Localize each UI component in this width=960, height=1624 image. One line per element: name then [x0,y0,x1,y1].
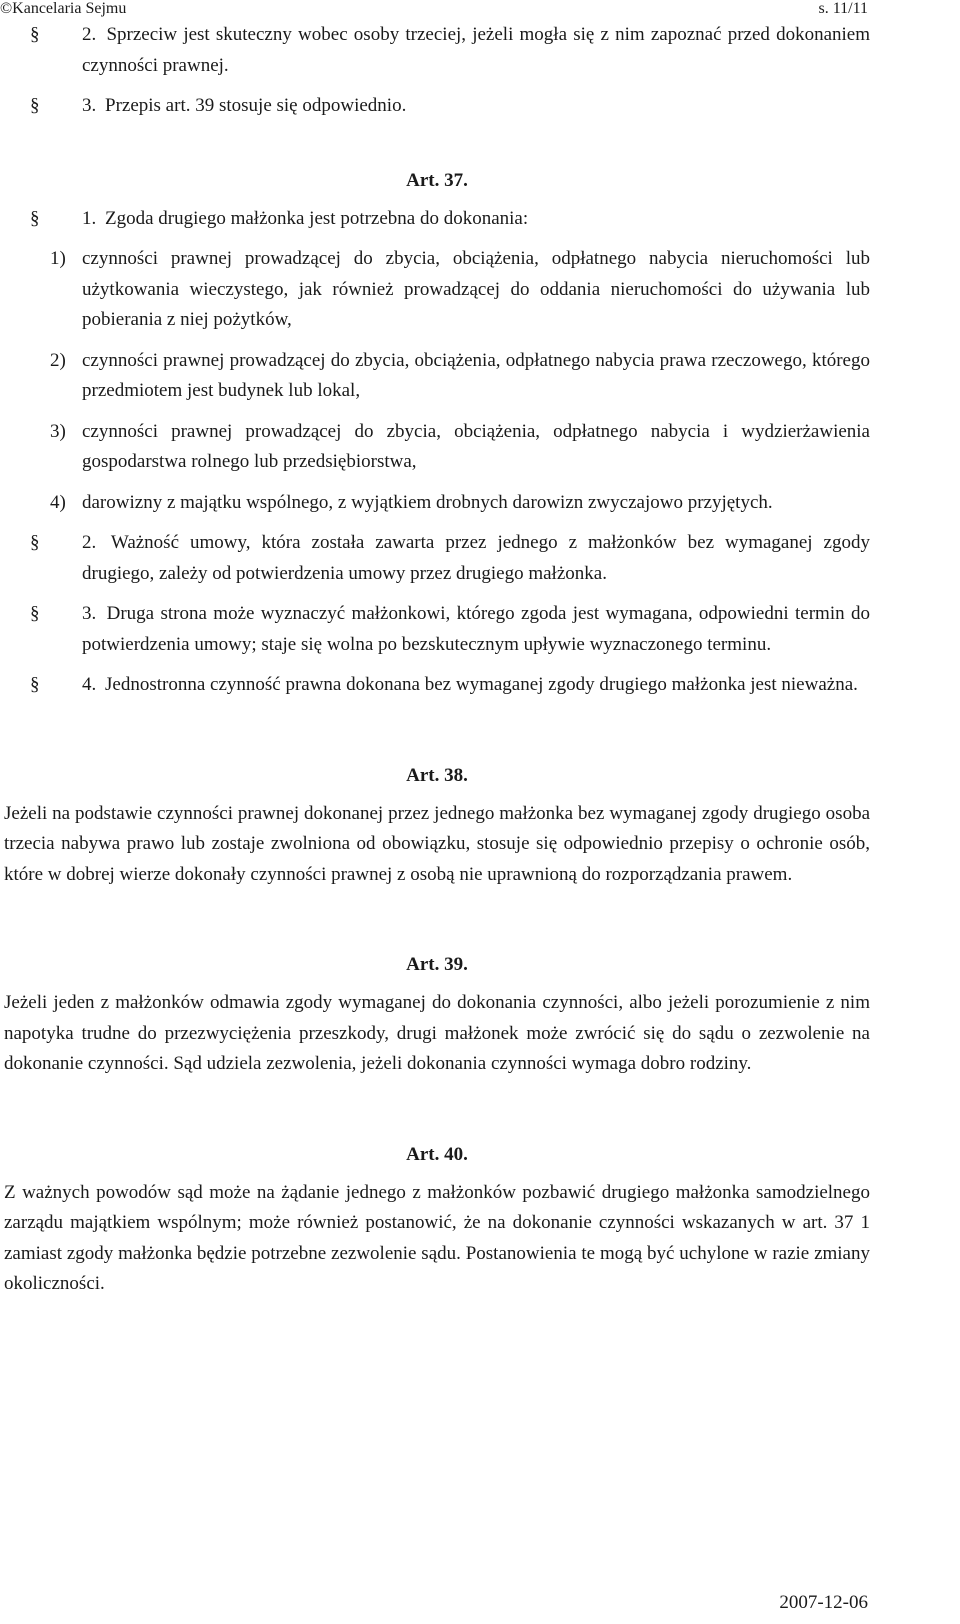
article-37-paragraph-2 [4,528,870,589]
paragraph-text: Zgoda drugiego małżonka jest potrzebna do dokonania: [105,207,529,229]
paragraph-text: Sprzeciw jest skuteczny wobec osoby trzeciej, jeżeli mogła się z nim zapoznać przed dokonaniem czynności prawnej. [82,24,871,76]
paragraph-number: 2. [82,532,97,553]
list-item-number: 3) [50,420,66,442]
footer-date: 2007-12-06 [779,1592,868,1613]
header-page-number: s. 11/11 [818,0,868,17]
list-item-number: 4) [50,491,66,513]
article-37-paragraph-3 [4,599,870,660]
list-item-text: czynności prawnej prowadzącej do zbycia, obciążenia, odpłatnego nabycia nieruchomości lub użytkowania wieczystego, jak również prowadzącej do oddania nieruchomości do używania lub pobierania z niej pożytków, [82,248,870,330]
section-mark: § [30,95,40,116]
paragraph-number: 3. [82,603,97,624]
paragraph-number: 2. [82,24,97,45]
section-mark: § [30,674,40,695]
list-item-number: 2) [50,349,66,371]
paragraph-text: Ważność umowy, która została zawarta przez jednego z małżonków bez wymaganej zgody drugiego, zależy od potwierdzenia umowy przez drugiego małżonka. [82,532,870,584]
list-item-1 [4,244,870,336]
paragraph-3 [4,91,870,122]
list-item-text: darowizny z majątku wspólnego, z wyjątkiem drobnych darowizn zwyczajowo przyjętych. [82,491,773,513]
section-mark: § [30,207,40,229]
article-39-title: Art. 39. [406,954,468,975]
list-item-4 [4,488,870,519]
paragraph-text: Jednostronna czynność prawna dokonana bez wymaganej zgody drugiego małżonka jest nieważna. [105,674,858,695]
article-40-title: Art. 40. [406,1143,468,1165]
list-item-2 [4,346,870,407]
article-37-paragraph-4 [4,670,870,701]
list-item-number: 1) [50,248,66,269]
article-40-text: Z ważnych powodów sąd może na żądanie jednego z małżonków pozbawić drugiego małżonka samodzielnego zarządu majątkiem wspólnym; może również postanowić, że na dokonanie czynności wskazanych w art. 37 1 zamiast zgody małżonka będzie potrzebne zezwolenie sądu. Postanowienia te mogą być uchylone w razie zmiany okoliczności. [4,1181,870,1294]
list-item-text: czynności prawnej prowadzącej do zbycia, obciążenia, odpłatnego nabycia i wydzierżawienia gospodarstwa rolnego lub przedsiębiorstwa, [82,420,870,472]
section-mark: § [30,532,40,553]
document-body [4,20,870,1300]
paragraph-text: Przepis art. 39 stosuje się odpowiednio. [105,95,407,116]
article-38-text: Jeżeli na podstawie czynności prawnej dokonanej przez jednego małżonka bez wymaganej zgody drugiego osoba trzecia nabywa prawo lub zostaje zwolniona od obowiązku, stosuje się odpowiednio przepisy o ochronie osób, które w dobrej wierze dokonały czynności prawnej z osobą nie uprawnioną do rozporządzania prawem. [4,802,870,885]
article-37-paragraph-1 [4,204,870,235]
paragraph-2 [4,20,870,81]
list-item-3 [4,417,870,478]
paragraph-number: 3. [82,95,97,116]
section-mark: § [30,24,40,45]
article-37-title: Art. 37. [406,169,468,191]
article-38-title: Art. 38. [406,764,468,786]
section-mark: § [30,603,40,624]
paragraph-number: 4. [82,674,97,695]
list-item-text: czynności prawnej prowadzącej do zbycia, obciążenia, odpłatnego nabycia prawa rzeczowego, którego przedmiotem jest budynek lub lokal, [82,349,870,401]
paragraph-text: Druga strona może wyznaczyć małżonkowi, którego zgoda jest wymagana, odpowiedni termin do potwierdzenia umowy; staje się wolna po bezskutecznym upływie wyznaczonego terminu. [82,603,870,655]
paragraph-number: 1. [82,207,97,229]
article-39-text: Jeżeli jeden z małżonków odmawia zgody wymaganej do dokonania czynności, albo jeżeli porozumienie z nim napotyka trudne do przezwyciężenia przeszkody, drugi małżonek może zwrócić się do sądu o zezwolenie na dokonanie czynności. Sąd udziela zezwolenia, jeżeli dokonania czynności wymaga dobro rodziny. [4,992,870,1074]
header-publisher: ©Kancelaria Sejmu [0,0,127,17]
